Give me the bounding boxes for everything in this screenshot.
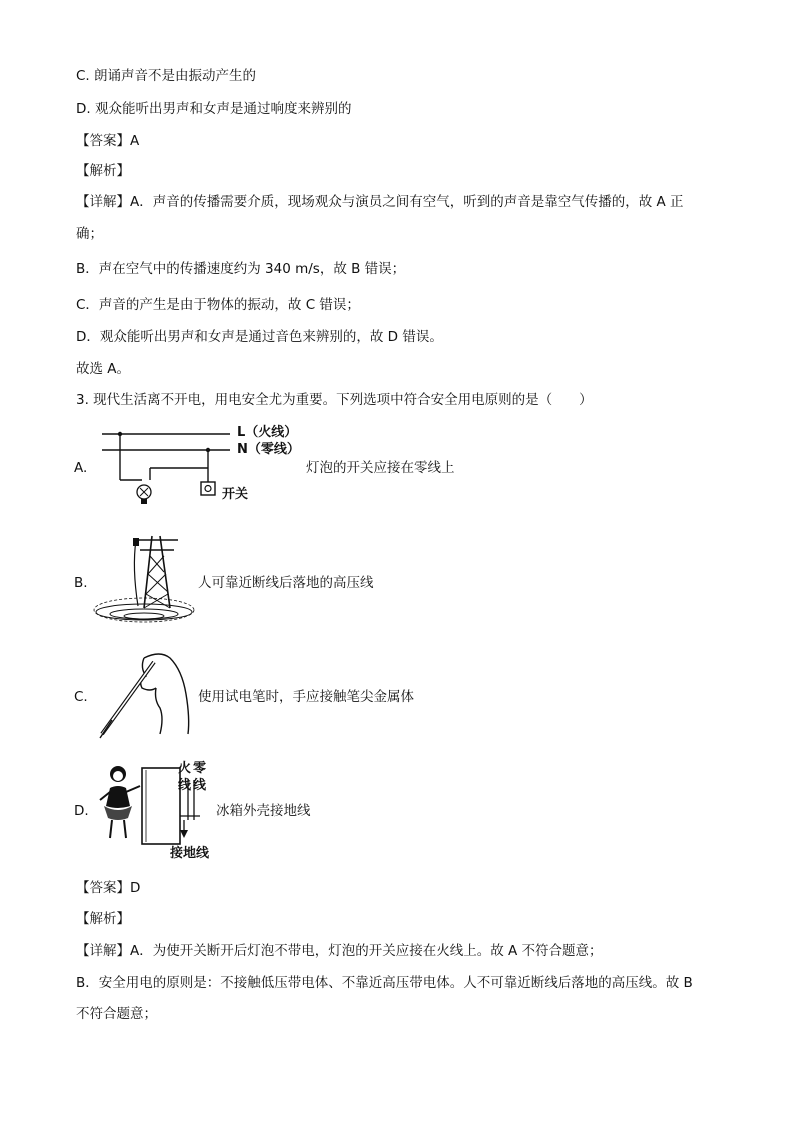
option-d-text: D. 观众能听出男声和女声是通过响度来辨别的 (76, 101, 352, 117)
answer-label: 【答案】A (76, 133, 140, 149)
q3-detail-b-line-2: 不符合题意； (76, 1006, 157, 1022)
fridge-icon (142, 768, 180, 844)
option-d-letter: D. (74, 803, 89, 819)
conclusion-text: 故选 A。 (76, 361, 131, 377)
hand-icon (141, 654, 189, 734)
fridge-wire-label-1: 线 (178, 778, 192, 793)
fridge-neutral-label: 零 (193, 761, 207, 776)
detail-b-text: B．声在空气中的传播速度约为 340 m/s，故 B 错误； (76, 261, 406, 277)
option-b-text: 人可靠近断线后落地的高压线 (198, 575, 374, 591)
bulb-icon (137, 485, 151, 504)
option-a-text: 灯泡的开关应接在零线上 (306, 460, 455, 476)
circuit-switch-label: 开关 (222, 487, 249, 502)
detail-a-line-2: 确； (76, 226, 103, 242)
fridge-ground-label: 接地线 (170, 846, 210, 861)
option-d-text: 冰箱外壳接地线 (216, 803, 311, 819)
q3-detail-b-line-1: B．安全用电的原则是：不接触低压带电体、不靠近高压带电体。人不可靠近断线后落地的高压线。故 B (76, 975, 693, 991)
option-c-text: 使用试电笔时，手应接触笔尖金属体 (198, 689, 414, 705)
circuit-neutral-label: N（零线） (237, 442, 300, 457)
q3-detail-a: 【详解】A．为使开关断开后灯泡不带电，灯泡的开关应接在火线上。故 A 不符合题意； (76, 943, 603, 959)
detail-d-text: D．观众能听出男声和女声是通过音色来辨别的，故 D 错误。 (76, 329, 443, 345)
fridge-live-label: 火 (178, 761, 192, 776)
test-pen-figure (94, 648, 198, 742)
detail-c-text: C．声音的产生是由于物体的振动，故 C 错误； (76, 297, 360, 313)
girl-icon (100, 766, 140, 838)
option-a-letter: A. (74, 460, 88, 476)
circuit-live-label: L（火线） (237, 425, 298, 440)
switch-icon (201, 482, 215, 495)
detail-a-line-1: 【详解】A．声音的传播需要介质，现场观众与演员之间有空气，听到的声音是靠空气传播的，故 A 正 (76, 194, 684, 210)
high-voltage-tower-figure (92, 528, 196, 630)
test-pen-icon (100, 662, 154, 738)
q3-analysis-label: 【解析】 (76, 911, 130, 927)
analysis-label: 【解析】 (76, 163, 130, 179)
ground-arrow-icon (180, 820, 188, 838)
fridge-wire-label-2: 线 (193, 778, 207, 793)
option-b-letter: B. (74, 575, 88, 591)
option-c-text: C. 朗诵声音不是由振动产生的 (76, 68, 257, 84)
option-c-letter: C. (74, 689, 88, 705)
question-3-stem: 3. 现代生活离不开电，用电安全尤为重要。下列选项中符合安全用电原则的是（ ） (76, 392, 593, 408)
transmission-tower-icon (136, 536, 178, 608)
q3-answer-label: 【答案】D (76, 880, 141, 896)
